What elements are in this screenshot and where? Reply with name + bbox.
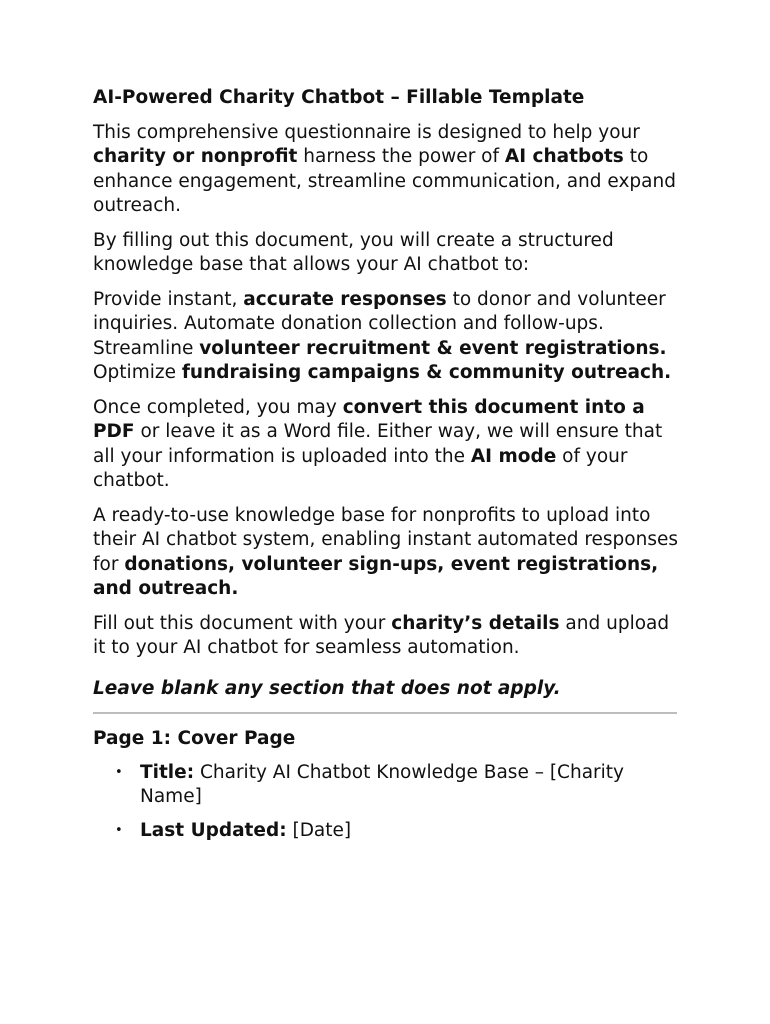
list-item: • Last Updated: [Date]	[93, 819, 683, 844]
conversion-paragraph: Once completed, you may convert this document into a PDF or leave it as a Word file. Either way, we will ensure that all your information is uploaded into the AI mode of your chatbot.	[93, 396, 663, 491]
cover-page-list	[93, 761, 683, 844]
bullet-icon: •	[115, 822, 123, 838]
document-content	[93, 86, 683, 852]
ready-to-use-paragraph: A ready-to-use knowledge base for nonprofits to upload into their AI chatbot system, enabling instant automated responses for donations, volunteer sign-ups, event registrations, and outreach.	[93, 504, 678, 599]
section-divider	[93, 712, 677, 714]
intro-paragraph: This comprehensive questionnaire is designed to help your charity or nonprofit harness the power of AI chatbots to enhance engagement, streamline communication, and expand outreach.	[93, 121, 676, 216]
section-title: Page 1: Cover Page	[93, 728, 296, 749]
list-item: • Title: Charity AI Chatbot Knowledge Base – [Charity Name]	[115, 761, 624, 807]
leave-blank-note: Leave blank any section that does not apply.	[93, 677, 561, 699]
fill-out-paragraph: Fill out this document with your charity’s details and upload it to your AI chatbot for seamless automation.	[93, 612, 670, 658]
document-title: AI-Powered Charity Chatbot – Fillable Template	[93, 87, 585, 108]
knowledge-base-paragraph: By filling out this document, you will create a structured knowledge base that allows your AI chatbot to:	[93, 229, 614, 275]
bullet-icon: •	[115, 764, 123, 780]
capabilities-paragraph: Provide instant, accurate responses to donor and volunteer inquiries. Automate donation collection and follow-ups. Streamline volunteer recruitment & event registrations. Optimize fundraising campaigns & community outreach.	[93, 288, 672, 383]
